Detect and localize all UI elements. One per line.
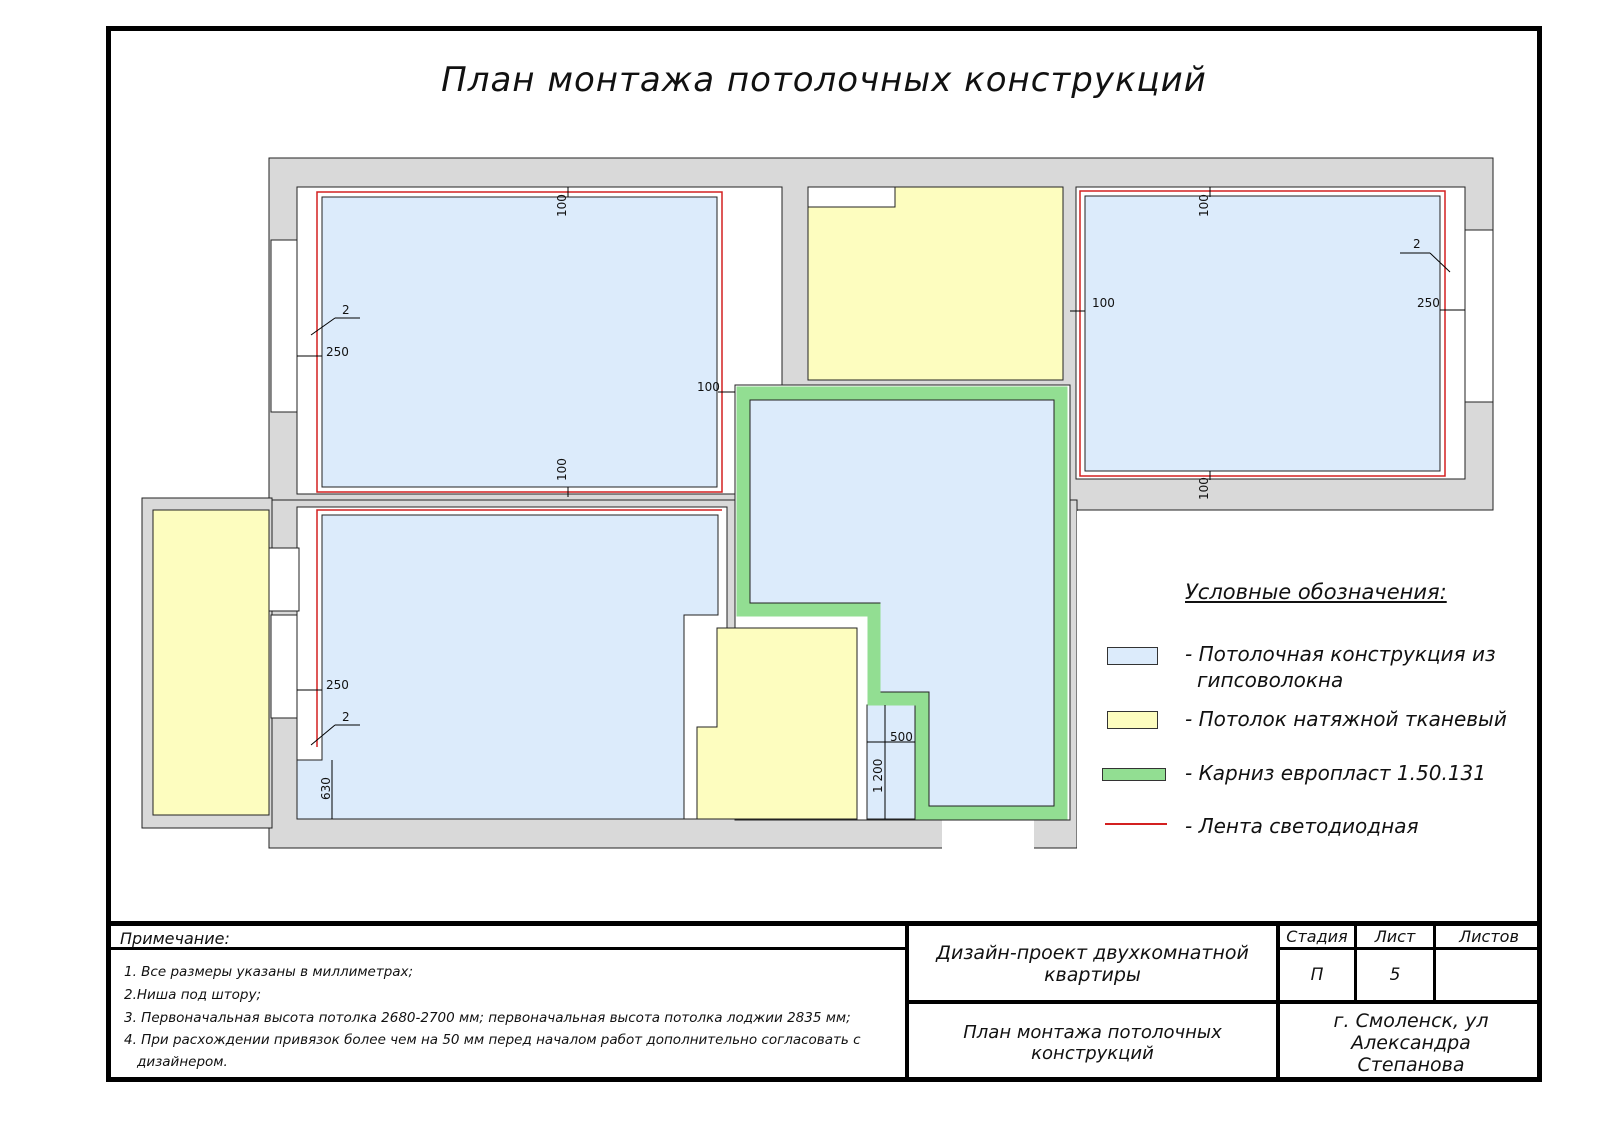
door-opening-loggia (269, 548, 299, 611)
mark-2-living: 2 (1413, 237, 1421, 251)
project-name-line2: квартиры (1044, 964, 1141, 986)
title-block (106, 921, 1542, 1082)
project-name (909, 929, 1276, 999)
address (1280, 1004, 1542, 1082)
stretch-ceiling-kitchen (808, 187, 1063, 380)
dim-100-living-left: 100 (1092, 296, 1115, 310)
gypsum-ceiling-living (1085, 196, 1440, 471)
stretch-ceiling-bath (697, 628, 857, 819)
dim-630-bedroom2: 630 (319, 777, 333, 800)
dim-100-living-bottom: 100 (1197, 477, 1211, 500)
sheet-value: 5 (1389, 965, 1401, 985)
stage-value: П (1310, 965, 1324, 985)
note-line-1: 1. Все размеры указаны в миллиметрах; (124, 964, 414, 980)
address-line2: Степанова (1357, 1054, 1465, 1076)
note-line-2: 2.Ниша под штору; (124, 987, 262, 1003)
legend-label-stretch: - Потолок натяжной тканевый (1185, 707, 1507, 731)
project-name-line1: Дизайн-проект двухкомнатной (936, 942, 1249, 964)
legend-label-gypsum-line1: - Потолочная конструкция из (1185, 642, 1496, 666)
mark-2-bedroom2: 2 (342, 710, 350, 724)
mark-2-bedroom1: 2 (342, 303, 350, 317)
legend-swatch-stretch (1107, 711, 1158, 729)
stretch-ceiling-loggia (153, 510, 269, 815)
dim-100-living-top: 100 (1197, 194, 1211, 217)
legend-label-gypsum-line2: гипсоволокна (1197, 668, 1344, 692)
kitchen-counter (808, 187, 895, 207)
window-left-bottom (271, 615, 297, 718)
page-title: План монтажа потолочных конструкций (441, 60, 1207, 100)
legend-label-led: - Лента светодиодная (1185, 814, 1419, 838)
window-right (1465, 230, 1493, 402)
window-left-top (271, 240, 297, 412)
stage-label: Стадия (1286, 926, 1348, 946)
note-line-3: 3. Первоначальная высота потолка 2680-2700 мм; первоначальная высота потолка лоджии 2835 мм; (124, 1010, 851, 1026)
dim-500-niche: 500 (890, 730, 913, 744)
dim-250-bedroom1: 250 (326, 345, 349, 359)
gypsum-ceiling-bedroom-1 (322, 197, 717, 487)
sheets-value (1436, 950, 1542, 1000)
notes-heading: Примечание: (120, 929, 230, 948)
sheets-label: Листов (1459, 926, 1519, 946)
dim-1200-niche: 1 200 (871, 758, 885, 793)
legend-label-cornice: - Карниз европласт 1.50.131 (1185, 761, 1486, 785)
dim-250-bedroom2: 250 (326, 678, 349, 692)
exterior-cutout-bottom (942, 820, 1034, 850)
legend-swatch-cornice (1102, 768, 1166, 781)
dim-100-bedroom1-top: 100 (555, 194, 569, 217)
dim-100-bedroom1-bottom: 100 (555, 458, 569, 481)
gypsum-ceiling-bedroom-2 (297, 515, 718, 819)
legend-swatch-led (1105, 823, 1167, 825)
dim-100-hall-left: 100 (697, 380, 720, 394)
legend-label-gypsum (1185, 641, 1496, 693)
dim-250-living: 250 (1417, 296, 1440, 310)
note-line-5: дизайнером. (137, 1054, 228, 1070)
note-line-4: 4. При расхождении привязок более чем на 50 мм перед началом работ дополнительно согласовать с (124, 1032, 861, 1048)
sheet-label: Лист (1374, 926, 1416, 946)
legend-title: Условные обозначения: (1185, 580, 1447, 604)
legend-swatch-gypsum (1107, 647, 1158, 665)
address-line1: г. Смоленск, ул Александра (1333, 1010, 1489, 1054)
sheet-title: План монтажа потолочных конструкций (963, 1022, 1222, 1064)
